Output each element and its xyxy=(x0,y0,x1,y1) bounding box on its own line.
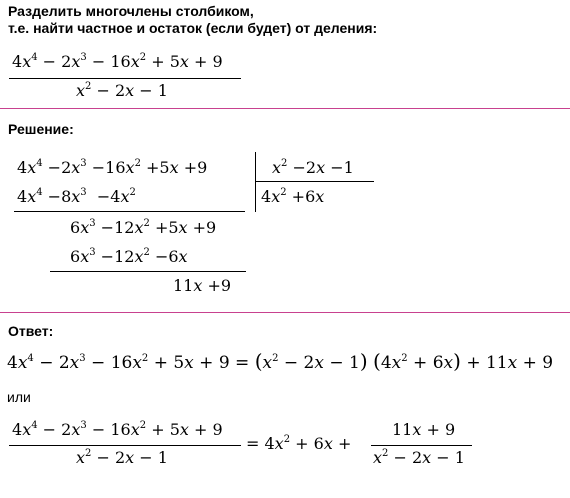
problem-fraction-numerator: $4x^4 - 2x^3 - 16x^2 + 5x + 9$ xyxy=(12,52,223,71)
solution-label: Решение: xyxy=(8,121,74,137)
subtraction-line-2 xyxy=(50,271,246,272)
dividend-row: $4x^4 -2x^3 -16x^2 +5x +9$ xyxy=(17,158,208,177)
answer-label: Ответ: xyxy=(8,323,54,339)
section-separator-2 xyxy=(0,312,570,313)
problem-fraction-denominator: $x^2 - 2x - 1$ xyxy=(76,81,168,100)
answer-rhs-bar xyxy=(371,445,472,446)
divisor-row: $x^2 -2x -1$ xyxy=(272,158,354,177)
fraction-bar xyxy=(9,78,241,79)
quotient-row: $4x^2 +6x$ xyxy=(261,187,325,206)
problem-line-2: т.е. найти частное и остаток (если будет) от деления: xyxy=(8,20,378,36)
answer-rhs-denominator: $x^2 - 2x - 1$ xyxy=(373,448,465,467)
subtraction-line-1 xyxy=(14,211,245,212)
remainder-row-1: $6x^3 -12x^2 +5x +9$ xyxy=(70,218,217,237)
subtraction-row-2: $6x^3 -12x^2 -6x$ xyxy=(70,247,188,266)
final-remainder-row: 11x +9 xyxy=(173,276,232,295)
answer-mid: = $4x^2 + 6x$ + xyxy=(246,434,352,453)
divisor-underline xyxy=(256,181,374,182)
section-separator xyxy=(0,108,570,109)
division-vertical-bar xyxy=(255,152,256,212)
answer-lhs-numerator: $4x^4 - 2x^3 - 16x^2 + 5x + 9$ xyxy=(12,420,223,439)
problem-line-1: Разделить многочлены столбиком, xyxy=(8,3,254,19)
answer-lhs-bar xyxy=(9,445,241,446)
answer-equation: $4x^4 - 2x^3 - 16x^2 + 5x + 9 = (x^2 - 2x - 1) (4x^2 + 6x) + 11x + 9$ xyxy=(7,349,554,373)
answer-rhs-numerator: 11x + 9 xyxy=(392,420,456,439)
subtraction-row-1: $4x^4 -8x^3 -4x^2$ xyxy=(17,187,136,206)
answer-lhs-denominator: $x^2 - 2x - 1$ xyxy=(76,448,168,467)
or-label: или xyxy=(7,389,31,405)
